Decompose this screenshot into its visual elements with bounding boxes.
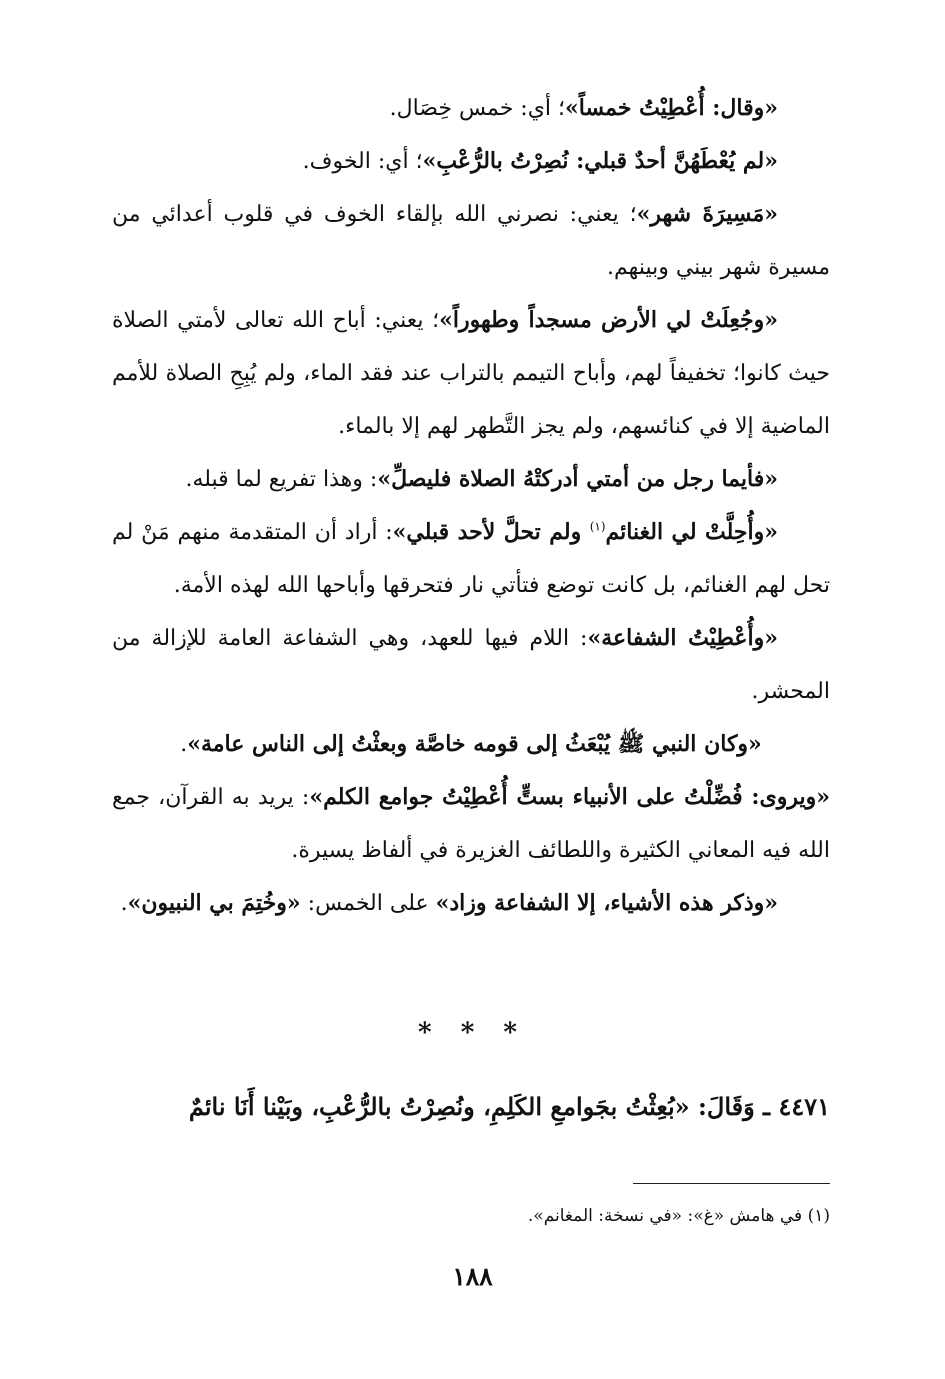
commentary-text: ؛ يعني: أباح الله تعالى لأمتي الصلاة حيث كانوا؛ تخفيفاً لهم، وأباح التيمم بالتراب عند فقد الماء، ولم يُبِحِ الصلاة للأمم الماضية إلا في كنائسهم، ولم يجز التَّطهر لهم إلا بالماء.	[112, 308, 830, 439]
main-text	[112, 82, 830, 930]
paragraph-7	[112, 612, 830, 718]
quote-text: «ويروى: فُضِّلْتُ على الأنبياء بستٍّ أُعْطِيْتُ جوامع الكلم»	[309, 784, 830, 810]
commentary-text: : وهذا تفريع لما قبله.	[185, 467, 378, 492]
commentary-text: على الخمس:	[300, 891, 436, 916]
quote-text: «فأيما رجل من أمتي أدركتْهُ الصلاة فليصلِّ»	[377, 466, 778, 492]
commentary-text: ؛ يعني: نصرني الله بإلقاء الخوف في قلوب أعدائي من مسيرة شهر بيني وبينهم.	[112, 202, 830, 280]
paragraph-5	[112, 453, 830, 506]
quote-text: «وقال: أُعْطِيْتُ خمساً»	[565, 95, 778, 121]
commentary-text: : أراد أن المتقدمة منهم مَنْ لم تحل لهم الغنائم، بل كانت توضع فتأتي نار فتحرقها وأباحها الله لهذه الأمة.	[112, 520, 830, 598]
commentary-text: .	[180, 732, 188, 757]
paragraph-10	[112, 877, 830, 930]
quote-text-continued: «وخُتِمَ بي النبيون»	[127, 890, 301, 916]
quote-text: «لم يُعْطَهُنَّ أحدٌ قبلي: نُصِرْتُ بالرُّعْبِ»	[422, 148, 778, 174]
section-separator: * * *	[418, 1018, 527, 1048]
footnote: (١) في هامش «غ»: «في نسخة: المغانم».	[527, 1206, 830, 1226]
paragraph-6	[112, 506, 830, 612]
commentary-text: ؛ أي: الخوف.	[302, 149, 423, 174]
paragraph-3	[112, 188, 830, 294]
paragraph-9	[112, 771, 830, 877]
paragraph-4	[112, 294, 830, 453]
quote-text: «وذكر هذه الأشياء، إلا الشفاعة وزاد»	[435, 890, 778, 916]
page-number: ١٨٨	[452, 1262, 493, 1291]
paragraph-1	[112, 82, 830, 135]
hadith-line: ٤٤٧١ ـ وَقَالَ: «بُعِثْتُ بجَوامعِ الكَلِمِ، ونُصِرْتُ بالرُّعْبِ، وبَيْنا أَنَا نائمٌ	[188, 1092, 830, 1121]
quote-text-continued: ولم تحلَّ لأحد قبلي»	[392, 519, 590, 545]
commentary-text: ؛ أي: خمس خِصَال.	[389, 96, 566, 121]
quote-text: «مَسِيرَةَ شهر»	[636, 201, 778, 227]
quote-text: «وأُحِلَّتْ لي الغنائم	[605, 519, 778, 545]
commentary-text: : اللام فيها للعهد، وهي الشفاعة العامة للإزالة من المحشر.	[112, 626, 830, 704]
quote-text: «وكان النبي ﷺ يُبْعَثُ إلى قومه خاصَّة وبعثْتُ إلى الناس عامة»	[187, 731, 762, 757]
commentary-text: : يريد به القرآن، جمع الله فيه المعاني الكثيرة واللطائف الغزيرة في ألفاظ يسيرة.	[112, 785, 830, 863]
commentary-text-end: .	[120, 891, 128, 916]
paragraph-2	[112, 135, 830, 188]
quote-text: «وأُعْطِيْتُ الشفاعة»	[587, 625, 779, 651]
footnote-marker: (١)	[589, 519, 606, 534]
paragraph-8	[112, 718, 830, 771]
footnote-divider	[633, 1183, 830, 1184]
quote-text: «وجُعِلَتْ لي الأرض مسجداً وطهوراً»	[439, 307, 778, 333]
